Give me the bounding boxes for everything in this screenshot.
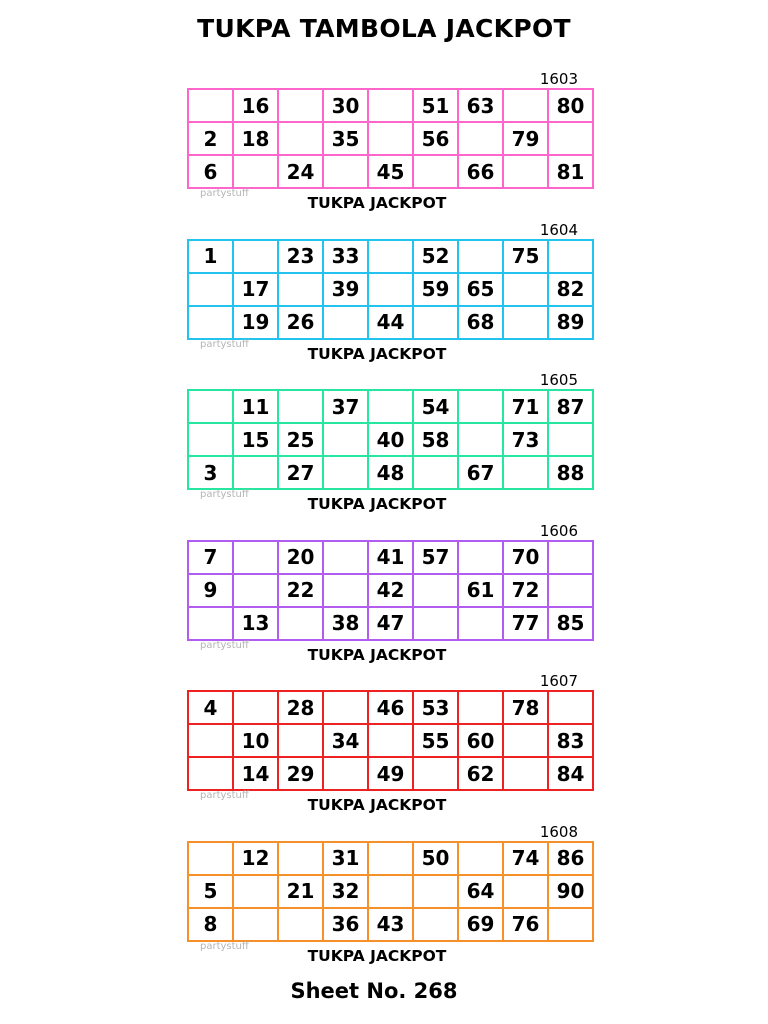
ticket-cell xyxy=(233,240,278,273)
ticket-grid xyxy=(187,88,594,189)
ticket-cell xyxy=(413,757,458,790)
ticket-cell xyxy=(188,724,233,757)
ticket-cell: 66 xyxy=(458,155,503,188)
ticket-cell: 57 xyxy=(413,541,458,574)
ticket-cell xyxy=(503,724,548,757)
ticket-cell: 85 xyxy=(548,607,593,640)
ticket-cell xyxy=(503,273,548,306)
ticket-cell: 90 xyxy=(548,875,593,908)
ticket-cell xyxy=(368,273,413,306)
ticket-cell: 87 xyxy=(548,390,593,423)
ticket-grid xyxy=(187,841,594,942)
ticket-cell xyxy=(323,757,368,790)
ticket-cell xyxy=(323,423,368,456)
ticket-number: 1604 xyxy=(539,220,578,239)
ticket-cell: 70 xyxy=(503,541,548,574)
ticket-cell: 3 xyxy=(188,456,233,489)
ticket-grid xyxy=(187,389,594,490)
ticket-cell xyxy=(188,89,233,122)
ticket-cell: 48 xyxy=(368,456,413,489)
ticket-cell xyxy=(188,757,233,790)
ticket-cell xyxy=(548,908,593,941)
ticket-cell: 59 xyxy=(413,273,458,306)
ticket-cell xyxy=(233,908,278,941)
ticket-cell: 68 xyxy=(458,306,503,339)
ticket-cell xyxy=(503,306,548,339)
ticket-cell xyxy=(458,423,503,456)
ticket-cell: 49 xyxy=(368,757,413,790)
ticket-row xyxy=(188,273,593,306)
ticket-label: TUKPA JACKPOT xyxy=(307,796,447,814)
ticket-cell: 43 xyxy=(368,908,413,941)
ticket-cell: 40 xyxy=(368,423,413,456)
ticket-cell: 17 xyxy=(233,273,278,306)
sheet-number: Sheet No. 268 xyxy=(290,979,458,1003)
ticket-cell: 19 xyxy=(233,306,278,339)
ticket-cell: 39 xyxy=(323,273,368,306)
ticket-cell xyxy=(368,842,413,875)
ticket-cell xyxy=(188,423,233,456)
ticket-cell xyxy=(278,842,323,875)
ticket-cell: 31 xyxy=(323,842,368,875)
ticket-cell: 41 xyxy=(368,541,413,574)
ticket-cell: 52 xyxy=(413,240,458,273)
ticket-cell xyxy=(503,89,548,122)
page-title: TUKPA TAMBOLA JACKPOT xyxy=(197,14,571,43)
ticket-cell: 79 xyxy=(503,122,548,155)
ticket-row xyxy=(188,842,593,875)
brand-watermark: partystuff xyxy=(200,338,249,350)
ticket-cell: 55 xyxy=(413,724,458,757)
ticket-cell xyxy=(278,273,323,306)
ticket-cell xyxy=(368,122,413,155)
ticket-cell: 32 xyxy=(323,875,368,908)
ticket-cell xyxy=(413,456,458,489)
ticket-cell xyxy=(323,306,368,339)
ticket-number: 1606 xyxy=(539,521,578,540)
ticket-cell: 42 xyxy=(368,574,413,607)
ticket-cell: 15 xyxy=(233,423,278,456)
ticket-cell xyxy=(188,390,233,423)
ticket-cell: 56 xyxy=(413,122,458,155)
ticket-row xyxy=(188,122,593,155)
ticket-cell xyxy=(323,456,368,489)
ticket-cell: 58 xyxy=(413,423,458,456)
ticket-cell xyxy=(188,306,233,339)
ticket-cell xyxy=(233,574,278,607)
ticket-cell: 4 xyxy=(188,691,233,724)
ticket-cell: 65 xyxy=(458,273,503,306)
ticket-row xyxy=(188,574,593,607)
ticket-cell xyxy=(323,574,368,607)
ticket-cell xyxy=(503,757,548,790)
ticket-cell: 36 xyxy=(323,908,368,941)
ticket-cell: 61 xyxy=(458,574,503,607)
ticket-cell: 20 xyxy=(278,541,323,574)
ticket-cell xyxy=(188,273,233,306)
ticket-cell: 83 xyxy=(548,724,593,757)
ticket-cell xyxy=(368,390,413,423)
ticket xyxy=(187,521,585,684)
ticket-cell: 60 xyxy=(458,724,503,757)
ticket-cell xyxy=(323,691,368,724)
ticket xyxy=(187,672,585,834)
ticket-cell xyxy=(413,155,458,188)
ticket-cell: 28 xyxy=(278,691,323,724)
ticket-cell: 71 xyxy=(503,390,548,423)
ticket-cell: 35 xyxy=(323,122,368,155)
ticket-cell xyxy=(188,607,233,640)
ticket-row xyxy=(188,306,593,339)
ticket-cell xyxy=(548,423,593,456)
ticket-cell: 44 xyxy=(368,306,413,339)
ticket-cell: 16 xyxy=(233,89,278,122)
ticket-cell: 26 xyxy=(278,306,323,339)
ticket-cell: 67 xyxy=(458,456,503,489)
ticket-cell: 45 xyxy=(368,155,413,188)
ticket-cell: 54 xyxy=(413,390,458,423)
ticket-cell: 50 xyxy=(413,842,458,875)
brand-watermark: partystuff xyxy=(200,940,249,952)
ticket-cell xyxy=(368,875,413,908)
ticket-cell: 80 xyxy=(548,89,593,122)
ticket-label: TUKPA JACKPOT xyxy=(307,194,447,212)
ticket-cell xyxy=(233,691,278,724)
ticket-cell xyxy=(278,607,323,640)
ticket-cell xyxy=(503,875,548,908)
ticket-cell xyxy=(368,89,413,122)
ticket-cell xyxy=(368,240,413,273)
ticket-label: TUKPA JACKPOT xyxy=(307,946,447,965)
ticket-row xyxy=(188,607,593,640)
ticket-row xyxy=(188,724,593,757)
ticket-cell: 34 xyxy=(323,724,368,757)
ticket-row xyxy=(188,541,593,574)
ticket-cell: 29 xyxy=(278,757,323,790)
ticket-row xyxy=(188,240,593,273)
ticket-cell: 18 xyxy=(233,122,278,155)
ticket-cell: 27 xyxy=(278,456,323,489)
ticket-cell xyxy=(548,122,593,155)
ticket-grid xyxy=(187,239,594,340)
ticket-cell xyxy=(458,541,503,574)
ticket-cell xyxy=(278,390,323,423)
ticket-number: 1608 xyxy=(539,822,578,841)
ticket-row xyxy=(188,89,593,122)
ticket-cell xyxy=(233,155,278,188)
ticket-row xyxy=(188,423,593,456)
ticket-cell xyxy=(458,240,503,273)
ticket-cell xyxy=(503,155,548,188)
brand-watermark: partystuff xyxy=(200,489,249,500)
ticket-cell: 1 xyxy=(188,240,233,273)
ticket-cell xyxy=(458,691,503,724)
ticket-cell: 81 xyxy=(548,155,593,188)
ticket-cell: 11 xyxy=(233,390,278,423)
ticket-cell xyxy=(413,574,458,607)
ticket-cell xyxy=(368,724,413,757)
ticket-row xyxy=(188,875,593,908)
ticket-cell: 63 xyxy=(458,89,503,122)
ticket-cell: 73 xyxy=(503,423,548,456)
ticket-cell xyxy=(323,541,368,574)
ticket-cell: 77 xyxy=(503,607,548,640)
ticket-cell xyxy=(278,89,323,122)
ticket-cell: 89 xyxy=(548,306,593,339)
ticket-label: TUKPA JACKPOT xyxy=(307,344,447,363)
ticket-grid xyxy=(187,690,594,791)
ticket-cell: 69 xyxy=(458,908,503,941)
ticket-cell xyxy=(278,122,323,155)
ticket-cell: 46 xyxy=(368,691,413,724)
ticket-cell xyxy=(458,607,503,640)
ticket-cell: 53 xyxy=(413,691,458,724)
ticket-cell: 25 xyxy=(278,423,323,456)
ticket-cell: 86 xyxy=(548,842,593,875)
ticket-cell: 47 xyxy=(368,607,413,640)
ticket-cell: 13 xyxy=(233,607,278,640)
ticket-cell: 62 xyxy=(458,757,503,790)
ticket-cell xyxy=(233,541,278,574)
ticket-cell: 88 xyxy=(548,456,593,489)
ticket-cell: 33 xyxy=(323,240,368,273)
ticket-cell xyxy=(458,390,503,423)
ticket-cell xyxy=(548,574,593,607)
ticket-cell: 72 xyxy=(503,574,548,607)
ticket-row xyxy=(188,691,593,724)
ticket xyxy=(187,822,585,985)
ticket-cell: 8 xyxy=(188,908,233,941)
ticket-number: 1605 xyxy=(539,371,578,389)
ticket-cell: 82 xyxy=(548,273,593,306)
ticket-cell xyxy=(413,607,458,640)
ticket-cell xyxy=(233,875,278,908)
ticket-row xyxy=(188,155,593,188)
ticket-cell: 10 xyxy=(233,724,278,757)
ticket-cell xyxy=(458,842,503,875)
ticket-cell: 74 xyxy=(503,842,548,875)
ticket xyxy=(187,220,585,383)
ticket-cell: 2 xyxy=(188,122,233,155)
ticket-cell: 84 xyxy=(548,757,593,790)
ticket-cell xyxy=(278,724,323,757)
ticket-cell: 5 xyxy=(188,875,233,908)
ticket-cell: 6 xyxy=(188,155,233,188)
ticket-row xyxy=(188,390,593,423)
ticket-cell xyxy=(278,908,323,941)
ticket-number: 1607 xyxy=(539,672,578,690)
ticket-cell: 37 xyxy=(323,390,368,423)
ticket-cell: 23 xyxy=(278,240,323,273)
ticket-row xyxy=(188,908,593,941)
ticket-cell xyxy=(233,456,278,489)
ticket-row xyxy=(188,757,593,790)
ticket-cell: 30 xyxy=(323,89,368,122)
ticket-cell xyxy=(188,842,233,875)
ticket-cell xyxy=(413,306,458,339)
brand-watermark: partystuff xyxy=(200,639,249,651)
ticket-cell: 78 xyxy=(503,691,548,724)
ticket-row xyxy=(188,456,593,489)
ticket-cell xyxy=(548,691,593,724)
brand-watermark: partystuff xyxy=(200,790,249,801)
ticket-cell xyxy=(548,541,593,574)
ticket-cell xyxy=(503,456,548,489)
ticket-cell: 24 xyxy=(278,155,323,188)
ticket-cell xyxy=(413,875,458,908)
ticket-cell: 22 xyxy=(278,574,323,607)
ticket-cell: 12 xyxy=(233,842,278,875)
ticket xyxy=(187,70,585,232)
ticket-cell xyxy=(413,908,458,941)
ticket-cell: 7 xyxy=(188,541,233,574)
ticket-cell: 9 xyxy=(188,574,233,607)
ticket-cell xyxy=(458,122,503,155)
brand-watermark: partystuff xyxy=(200,188,249,199)
ticket-cell xyxy=(323,155,368,188)
ticket-cell: 51 xyxy=(413,89,458,122)
ticket-cell: 38 xyxy=(323,607,368,640)
ticket xyxy=(187,371,585,533)
ticket-grid xyxy=(187,540,594,641)
ticket-number: 1603 xyxy=(539,70,578,88)
ticket-cell: 75 xyxy=(503,240,548,273)
ticket-cell: 21 xyxy=(278,875,323,908)
ticket-cell: 14 xyxy=(233,757,278,790)
ticket-cell: 64 xyxy=(458,875,503,908)
ticket-cell: 76 xyxy=(503,908,548,941)
ticket-cell xyxy=(548,240,593,273)
ticket-label: TUKPA JACKPOT xyxy=(307,645,447,664)
ticket-label: TUKPA JACKPOT xyxy=(307,495,447,513)
